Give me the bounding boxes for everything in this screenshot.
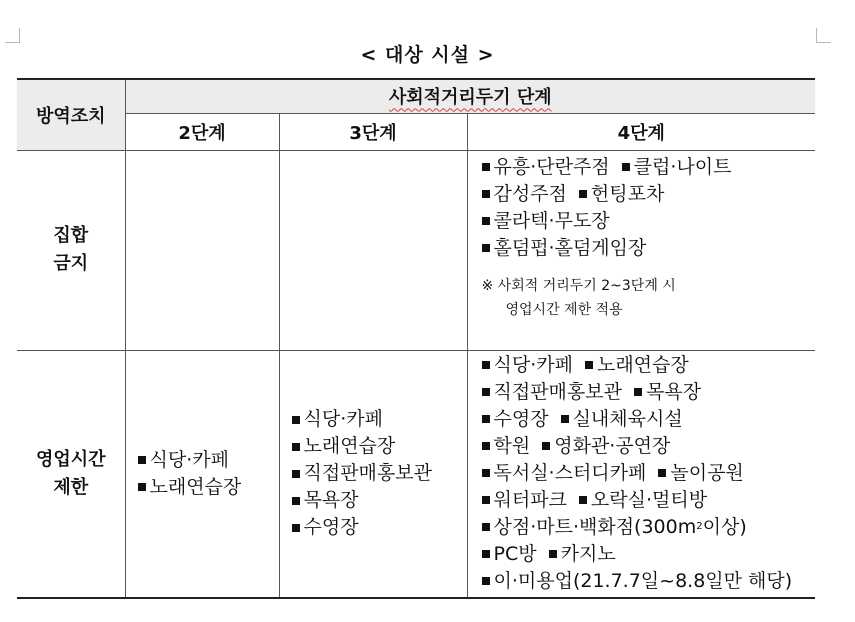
cell-hours-stage-2 xyxy=(125,350,279,598)
list-item xyxy=(482,487,816,514)
list-item xyxy=(482,154,816,181)
bullet-icon xyxy=(138,483,146,491)
list-item xyxy=(482,208,816,235)
list-item-text: 식당·카페 xyxy=(303,408,383,431)
list-item-text: 식당·카페 xyxy=(149,448,229,471)
bullet-icon xyxy=(561,415,569,423)
bullet-icon xyxy=(482,190,490,198)
list-item xyxy=(482,235,816,262)
header-measure-label: 방역조치 xyxy=(35,105,106,127)
header-distancing xyxy=(125,79,815,113)
list-item xyxy=(482,379,816,406)
list-item xyxy=(138,447,279,474)
header-stage-3 xyxy=(279,113,467,150)
bullet-icon xyxy=(482,523,490,531)
bullet-icon xyxy=(658,469,666,477)
list-item-text: 직접판매홍보관 xyxy=(493,380,622,403)
bullet-icon xyxy=(292,443,300,451)
bullet-icon xyxy=(482,361,490,369)
list-item xyxy=(482,352,816,379)
bullet-icon xyxy=(482,388,490,396)
list-item-text: 이·미용업(21.7.7일~8.8일만 해당) xyxy=(493,569,793,592)
ban-note-line2: 영업시간 제한 적용 xyxy=(505,301,623,318)
bullet-icon xyxy=(482,469,490,477)
hours-stage-4-list xyxy=(468,351,816,595)
list-item-text: 목욕장 xyxy=(303,489,359,512)
list-item-text: PC방 xyxy=(493,542,537,565)
cell-hours-stage-3 xyxy=(279,350,467,598)
list-item-text: 직접판매홍보관 xyxy=(303,462,432,485)
list-item xyxy=(482,406,816,433)
list-item xyxy=(292,406,467,433)
list-item-text: 워터파크 xyxy=(493,488,567,511)
header-stage-4 xyxy=(467,113,815,150)
list-item-text: 실내체육시설 xyxy=(572,407,683,430)
facility-table xyxy=(17,78,815,599)
ban-note xyxy=(482,274,816,322)
row-head-hours-line2: 제한 xyxy=(53,476,89,498)
list-item xyxy=(292,487,467,514)
bullet-icon xyxy=(482,550,490,558)
row-head-hours-limit xyxy=(17,350,125,598)
bullet-icon xyxy=(292,497,300,505)
ban-stage-4-list xyxy=(482,154,816,262)
stage-2-label: 2단계 xyxy=(178,122,226,144)
list-item xyxy=(292,433,467,460)
bullet-icon xyxy=(292,416,300,424)
list-item-text: 놀이공원 xyxy=(670,461,744,484)
row-head-ban-line1: 집합 xyxy=(53,225,89,246)
list-item-text: 이상) xyxy=(702,515,747,538)
list-item xyxy=(292,514,467,541)
bullet-icon xyxy=(549,550,557,558)
list-item-text: 노래연습장 xyxy=(149,475,242,498)
list-item-text: 식당·카페 xyxy=(493,353,573,376)
list-item xyxy=(482,181,816,208)
bullet-icon xyxy=(482,217,490,225)
list-item-text: 노래연습장 xyxy=(596,353,689,376)
header-stage-2 xyxy=(125,113,279,150)
list-item-text: 유흥·단란주점 xyxy=(493,155,610,178)
list-item-text: 수영장 xyxy=(303,516,359,539)
stage-3-label: 3단계 xyxy=(349,122,397,144)
bullet-icon xyxy=(292,524,300,532)
bullet-icon xyxy=(482,442,490,450)
bullet-icon xyxy=(138,456,146,464)
list-item-text: 학원 xyxy=(493,434,531,457)
list-item xyxy=(482,460,816,487)
ban-note-line1: ※ 사회적 거리두기 2~3단계 시 xyxy=(481,277,676,294)
bullet-icon xyxy=(585,361,593,369)
list-item-text: 수영장 xyxy=(493,407,549,430)
list-item xyxy=(482,541,816,568)
bullet-icon xyxy=(542,442,550,450)
bullet-icon xyxy=(482,577,490,585)
list-item xyxy=(138,474,279,501)
list-item-text: 콜라텍·무도장 xyxy=(493,209,610,232)
table-row-gathering-ban xyxy=(17,150,815,350)
hours-stage-3-list xyxy=(280,406,467,541)
document-title: < 대상 시설 > xyxy=(360,44,495,66)
list-item: 상점·마트·백화점(300m 2 이상) xyxy=(482,514,816,541)
bullet-icon xyxy=(292,470,300,478)
cell-ban-stage-3 xyxy=(279,150,467,350)
list-item-text: 감성주점 xyxy=(493,182,567,205)
header-distancing-label: 사회적거리두기 단계 xyxy=(388,87,552,109)
row-head-hours-line1: 영업시간 xyxy=(35,448,106,470)
cell-ban-stage-4 xyxy=(467,150,815,350)
cell-hours-stage-4 xyxy=(467,350,815,598)
bullet-icon xyxy=(482,163,490,171)
bullet-icon xyxy=(482,415,490,423)
list-item xyxy=(482,433,816,460)
list-item xyxy=(482,568,816,595)
list-item xyxy=(292,460,467,487)
bullet-icon xyxy=(482,244,490,252)
bullet-icon xyxy=(482,496,490,504)
list-item-text: 홀덤펍·홀덤게임장 xyxy=(493,236,647,259)
bullet-icon xyxy=(579,190,587,198)
list-item-text: 독서실·스터디카페 xyxy=(493,461,647,484)
list-item-text: 클럽·나이트 xyxy=(633,155,732,178)
list-item-text: 영화관·공연장 xyxy=(554,434,671,457)
list-item-text: 오락실·멀티방 xyxy=(590,488,708,511)
hours-stage-2-list xyxy=(126,447,279,501)
bullet-icon xyxy=(579,496,587,504)
stage-4-label: 4단계 xyxy=(617,122,665,144)
cell-ban-stage-2 xyxy=(125,150,279,350)
list-item-text: 노래연습장 xyxy=(303,435,396,458)
row-head-ban-line2: 금지 xyxy=(53,253,89,274)
row-head-gathering-ban xyxy=(17,150,125,350)
header-measure xyxy=(17,79,125,150)
table-row-hours-limit xyxy=(17,350,815,598)
bullet-icon xyxy=(622,163,630,171)
bullet-icon xyxy=(634,388,642,396)
list-item-text: 카지노 xyxy=(560,542,616,565)
list-item-text: 헌팅포차 xyxy=(590,182,665,205)
list-item-text: 상점·마트·백화점(300m xyxy=(493,515,697,538)
list-item-text: 목욕장 xyxy=(645,380,702,403)
